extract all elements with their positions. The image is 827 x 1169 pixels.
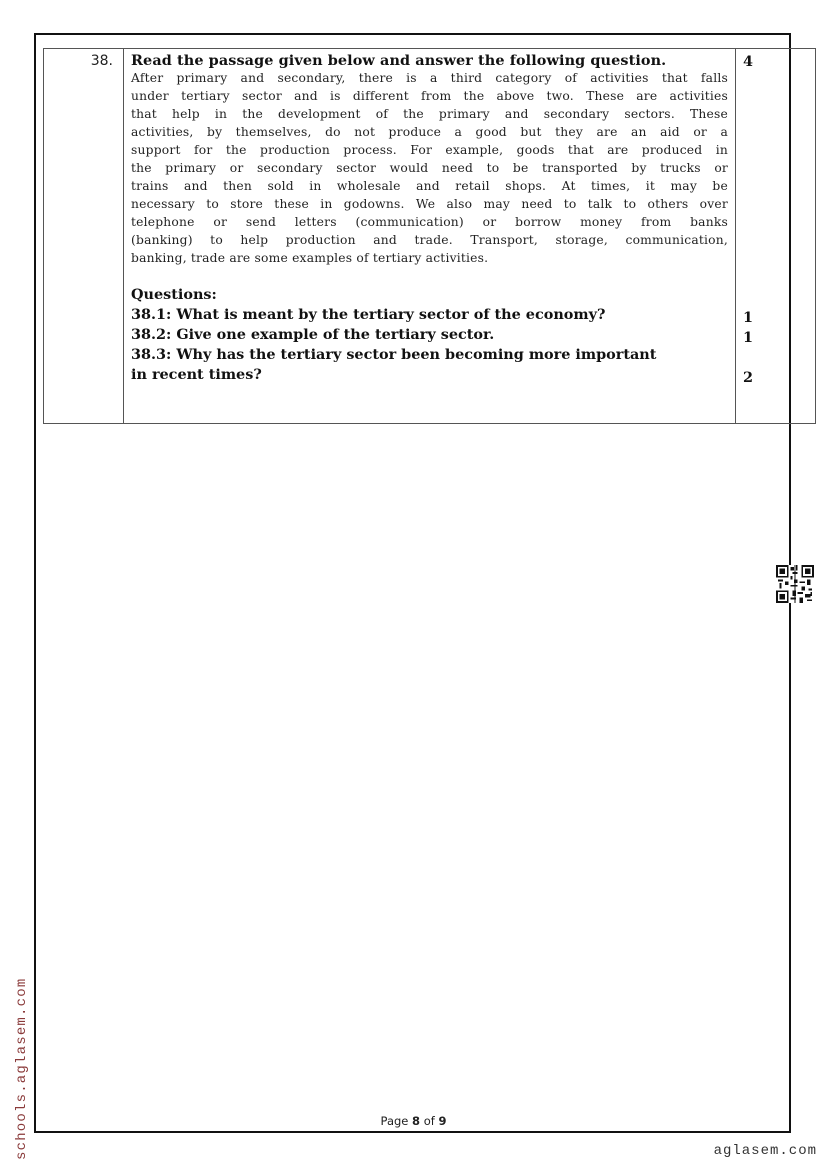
passage-line: activities, by themselves, do not produce a good but they are an aid or a: [131, 125, 728, 139]
qr-code-icon: [776, 565, 814, 603]
page-total: 9: [438, 1114, 447, 1128]
passage-line: banking, trade are some examples of tertiary activities.: [131, 251, 489, 265]
question-row: [44, 49, 816, 424]
passage-line: that help in the development of the primary and secondary sectors. These: [131, 107, 728, 121]
passage-line: telephone or send letters (communication) or borrow money from banks: [131, 215, 728, 229]
passage: [131, 69, 728, 267]
marks-sub-question-1: 1: [743, 309, 754, 326]
passage-line: under tertiary sector and is different from the above two. These are activities: [131, 89, 728, 103]
question-heading: Read the passage given below and answer the following question.: [131, 52, 667, 69]
passage-line: After primary and secondary, there is a third category of activities that falls: [131, 71, 728, 85]
sub-question-3-line-2: in recent times?: [131, 366, 262, 383]
marks-sub-question-2: 1: [743, 329, 754, 346]
marks-column: [736, 49, 816, 424]
bottom-watermark: aglasem.com: [713, 1143, 817, 1159]
question-number: 38.: [44, 49, 124, 424]
questions-label: Questions:: [131, 286, 217, 303]
passage-line: support for the production process. For example, goods that are produced in: [131, 143, 728, 157]
sub-question-1: 38.1: What is meant by the tertiary sector of the economy?: [131, 306, 606, 323]
side-watermark: schools.aglasem.com: [14, 977, 30, 1160]
passage-line: (banking) to help production and trade. Transport, storage, communication,: [131, 233, 728, 247]
marks-sub-question-3: 2: [743, 369, 754, 386]
passage-line: trains and then sold in wholesale and retail shops. At times, it may be: [131, 179, 728, 193]
page-number: [0, 1114, 827, 1128]
page-current: 8: [412, 1114, 421, 1128]
question-table: [43, 48, 816, 424]
page-of: of: [420, 1114, 439, 1128]
question-body: [124, 49, 736, 424]
page-prefix: Page: [380, 1114, 413, 1128]
passage-line: necessary to store these in godowns. We also may need to talk to others over: [131, 197, 728, 211]
total-marks: 4: [743, 53, 754, 70]
sub-question-2: 38.2: Give one example of the tertiary sector.: [131, 326, 495, 343]
sub-question-3-line-1: 38.3: Why has the tertiary sector been becoming more important: [131, 346, 657, 363]
passage-line: the primary or secondary sector would need to be transported by trucks or: [131, 161, 728, 175]
